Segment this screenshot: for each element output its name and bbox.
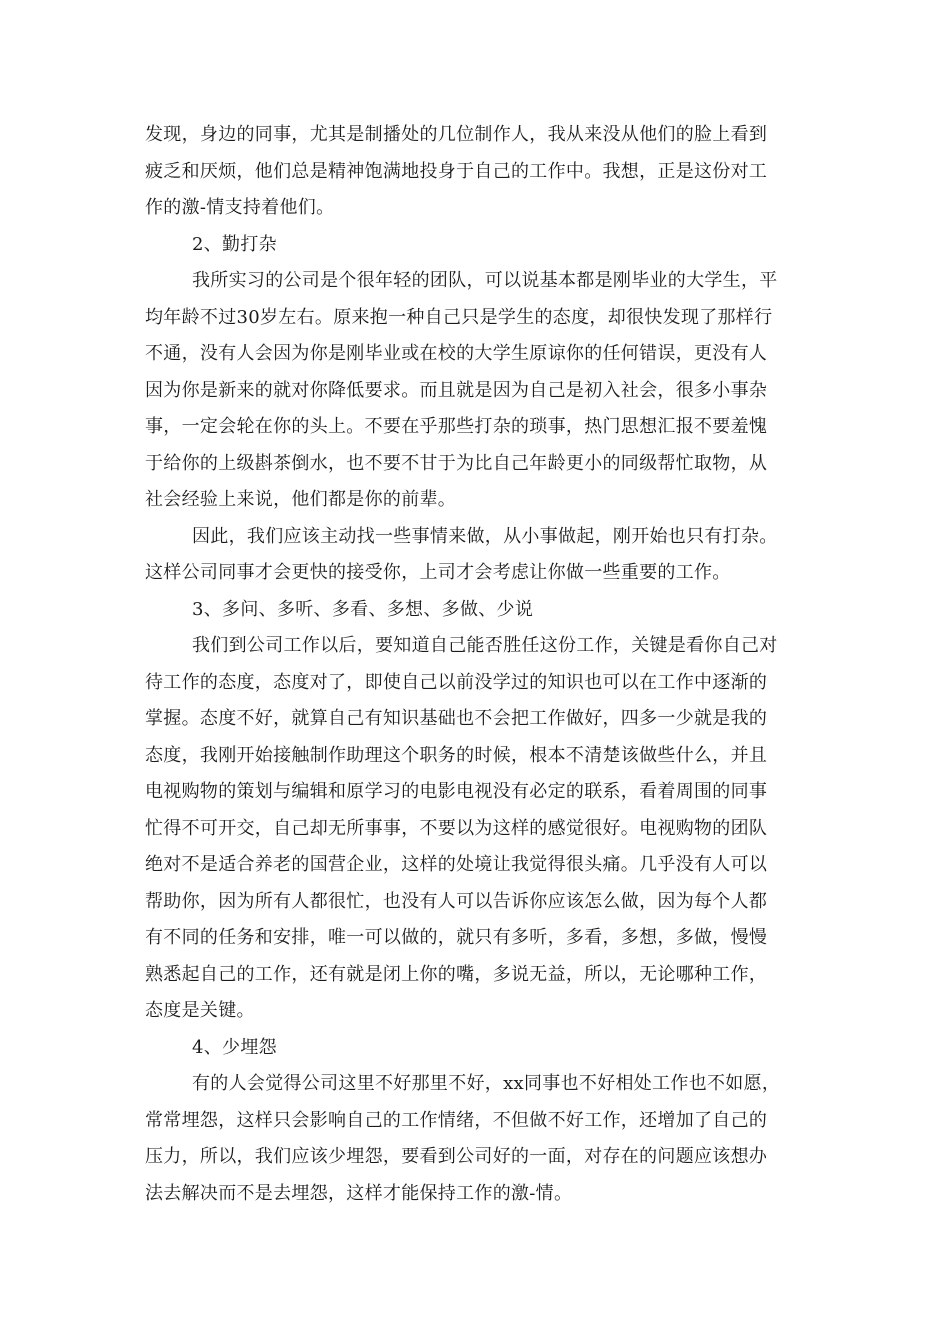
text-line: 4、少埋怨 xyxy=(192,1036,277,1058)
text-line: 掌握。态度不好，就算自己有知识基础也不会把工作做好，四多一少就是我的 xyxy=(145,708,768,729)
text-line: 忙得不可开交，自己却无所事事，不要以为这样的感觉很好。电视购物的团队 xyxy=(145,817,768,839)
text-line: 事，一定会轮在你的头上。不要在乎那些打杂的琐事，热门思想汇报不要羞愧 xyxy=(145,416,768,437)
text-line: 3、多问、多听、多看、多想、多做、少说 xyxy=(192,598,534,620)
text-line: 社会经验上来说，他们都是你的前辈。 xyxy=(145,489,457,510)
text-line: 态度，我刚开始接触制作助理这个职务的时候，根本不清楚该做些什么，并且 xyxy=(145,744,768,766)
text-line: 于给你的上级斟茶倒水，也不要不甘于为比自己年龄更小的同级帮忙取物，从 xyxy=(145,452,768,474)
text-line: 电视购物的策划与编辑和原学习的电影电视没有必定的联系，看着周围的同事 xyxy=(145,781,768,802)
text-line: 待工作的态度，态度对了，即使自己以前没学过的知识也可以在工作中逐渐的 xyxy=(145,671,768,693)
text-line: 我们到公司工作以后，要知道自己能否胜任这份工作，关键是看你自己对 xyxy=(192,635,778,656)
text-line: 常常埋怨，这样只会影响自己的工作情绪，不但做不好工作，还增加了自己的 xyxy=(145,1109,768,1131)
text-line: 2、勤打杂 xyxy=(192,233,277,255)
text-line: 压力，所以，我们应该少埋怨，要看到公司好的一面，对存在的问题应该想办 xyxy=(145,1146,768,1167)
text-line: 疲乏和厌烦，他们总是精神饱满地投身于自己的工作中。我想，正是这份对工 xyxy=(145,160,768,182)
text-line: 因为你是新来的就对你降低要求。而且就是因为自己是初入社会，很多小事杂 xyxy=(145,379,768,401)
text-line: 熟悉起自己的工作，还有就是闭上你的嘴，多说无益，所以，无论哪种工作， xyxy=(145,963,768,985)
text-line: 不通，没有人会因为你是刚毕业或在校的大学生原谅你的任何错误，更没有人 xyxy=(145,343,768,364)
text-line: 发现，身边的同事，尤其是制播处的几位制作人，我从来没从他们的脸上看到 xyxy=(145,124,768,145)
text-line: 作的激-情支持着他们。 xyxy=(145,197,335,218)
text-line: 态度是关键。 xyxy=(145,1000,255,1021)
text-line: 因此，我们应该主动找一些事情来做，从小事做起，刚开始也只有打杂。 xyxy=(192,525,778,547)
text-line: 这样公司同事才会更快的接受你，上司才会考虑让你做一些重要的工作。 xyxy=(145,562,731,583)
text-line: 法去解决而不是去埋怨，这样才能保持工作的激-情。 xyxy=(145,1182,573,1204)
text-line: 有的人会觉得公司这里不好那里不好，xx同事也不好相处工作也不如愿， xyxy=(192,1073,781,1094)
text-line: 绝对不是适合养老的国营企业，这样的处境让我觉得很头痛。几乎没有人可以 xyxy=(145,854,768,875)
text-line: 我所实习的公司是个很年轻的团队，可以说基本都是刚毕业的大学生，平 xyxy=(192,270,778,291)
document-body xyxy=(145,117,805,1212)
text-line: 有不同的任务和安排，唯一可以做的，就只有多听，多看，多想，多做，慢慢 xyxy=(145,927,768,948)
text-line: 均年龄不过30岁左右。原来抱一种自己只是学生的态度，却很快发现了那样行 xyxy=(145,306,773,328)
text-line: 帮助你，因为所有人都很忙，也没有人可以告诉你应该怎么做，因为每个人都 xyxy=(145,890,768,912)
